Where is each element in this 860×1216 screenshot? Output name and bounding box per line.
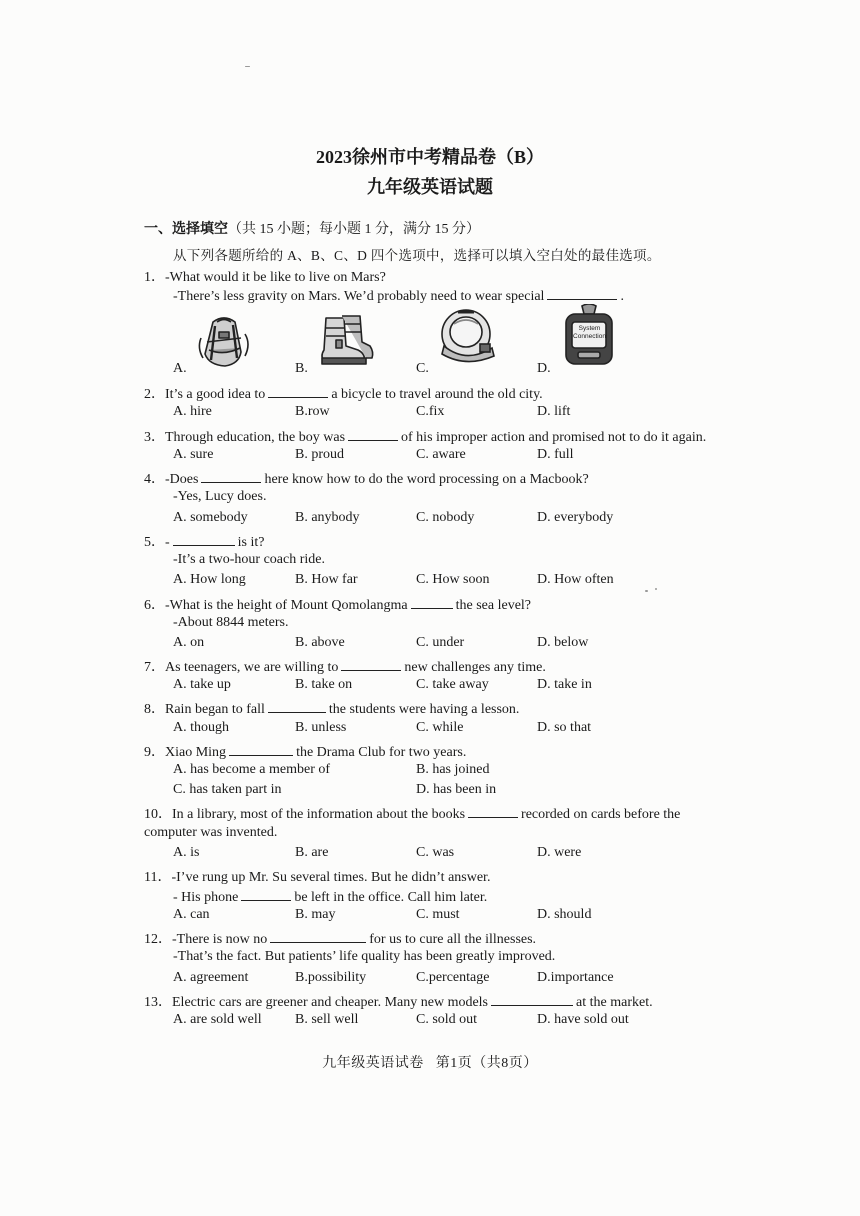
answer-blank[interactable]: [229, 742, 293, 756]
option-d[interactable]: D.importance: [537, 970, 614, 985]
option-d[interactable]: D. were: [537, 845, 582, 860]
page-subtitle: 九年级英语试题: [367, 177, 493, 197]
option-b[interactable]: B. take on: [295, 677, 353, 692]
system-connection-tag-icon[interactable]: [558, 304, 620, 373]
option-c[interactable]: C.percentage: [416, 970, 490, 985]
question-number: 9．: [144, 745, 165, 760]
question-text: -There’s less gravity on Mars. We’d probably need to wear special: [173, 289, 545, 304]
answer-blank[interactable]: [468, 804, 518, 818]
option-c[interactable]: C. while: [416, 720, 464, 735]
option-b[interactable]: B. may: [295, 907, 336, 922]
question-text: recorded on cards before the: [521, 807, 681, 822]
question-text: It’s a good idea to: [165, 387, 266, 402]
option-a[interactable]: A. can: [173, 907, 210, 922]
option-d[interactable]: D. below: [537, 635, 589, 650]
question-text: .: [620, 289, 624, 304]
question-text: of his improper action and promised not to do it again.: [401, 430, 707, 445]
question-text: -It’s a two-hour coach ride.: [173, 552, 325, 567]
answer-blank[interactable]: [491, 992, 573, 1006]
question-number: 10．: [144, 807, 172, 822]
boots-icon[interactable]: [314, 312, 376, 375]
question-text: here know how to do the word processing on a Macbook?: [264, 472, 589, 487]
option-a[interactable]: A. take up: [173, 677, 231, 692]
question-text: a bicycle to travel around the old city.: [331, 387, 543, 402]
answer-blank[interactable]: [547, 286, 617, 300]
option-b[interactable]: B. proud: [295, 447, 344, 462]
option-a[interactable]: A. has become a member of: [173, 762, 331, 777]
tag-label: System Connection: [573, 325, 606, 340]
question-number: 3．: [144, 430, 165, 445]
question-text: -That’s the fact. But patients’ life quality has been greatly improved.: [173, 949, 556, 964]
question-text: -There is now no: [172, 932, 268, 947]
section-instruction: 从下列各题所给的 A、B、C、D 四个选项中，选择可以填入空白处的最佳选项。: [173, 248, 661, 263]
answer-blank[interactable]: [341, 657, 401, 671]
option-b[interactable]: B. has joined: [416, 762, 490, 777]
question-text: -Yes, Lucy does.: [173, 489, 267, 504]
section-heading-note: （共 15 小题；每小题 1 分，满分 15 分）: [228, 222, 480, 237]
answer-blank[interactable]: [411, 595, 453, 609]
footer-page-number: 第1页（共8页）: [435, 1056, 538, 1071]
question-number: 1．: [144, 270, 165, 285]
question-text: Rain began to fall: [165, 702, 265, 717]
question-4: [144, 468, 589, 488]
option-a[interactable]: A. is: [173, 845, 200, 860]
scan-speck: [245, 66, 250, 67]
question-3: [144, 426, 706, 446]
option-a[interactable]: A. How long: [173, 572, 246, 587]
option-a[interactable]: A. though: [173, 720, 229, 735]
question-number: 8．: [144, 702, 165, 717]
option-b[interactable]: B.row: [295, 404, 330, 419]
option-c[interactable]: C. must: [416, 907, 460, 922]
option-c[interactable]: C. under: [416, 635, 465, 650]
question-text: - His phone: [173, 890, 239, 905]
question-7: [144, 656, 546, 676]
question-text: new challenges any time.: [404, 660, 546, 675]
option-b[interactable]: B.possibility: [295, 970, 367, 985]
question-text: the sea level?: [455, 598, 532, 613]
question-10: [144, 803, 680, 823]
option-d[interactable]: D. everybody: [537, 510, 614, 525]
question-text: As teenagers, we are willing to: [165, 660, 339, 675]
option-b[interactable]: B. above: [295, 635, 345, 650]
option-a[interactable]: A. hire: [173, 404, 212, 419]
scan-speck: [655, 588, 657, 590]
option-d[interactable]: D. How often: [537, 572, 614, 587]
answer-blank[interactable]: [173, 532, 235, 546]
question-text: be left in the office. Call him later.: [294, 890, 488, 905]
answer-blank[interactable]: [348, 427, 398, 441]
option-d[interactable]: D.: [537, 361, 551, 376]
answer-blank[interactable]: [241, 887, 291, 901]
answer-blank[interactable]: [268, 384, 328, 398]
option-c[interactable]: C. sold out: [416, 1012, 478, 1027]
option-c[interactable]: C. has taken part in: [173, 782, 282, 797]
question-13: [144, 991, 653, 1011]
page-title: 2023徐州市中考精品卷（B）: [315, 147, 544, 167]
question-text: Xiao Ming: [165, 745, 227, 760]
question-text: the Drama Club for two years.: [296, 745, 467, 760]
option-d[interactable]: D. lift: [537, 404, 571, 419]
question-number: 2．: [144, 387, 165, 402]
option-c[interactable]: C. nobody: [416, 510, 475, 525]
question-text: is it?: [237, 535, 265, 550]
question-text: Through education, the boy was: [165, 430, 346, 445]
section-heading: [144, 218, 480, 238]
answer-blank[interactable]: [201, 469, 261, 483]
answer-blank[interactable]: [268, 699, 326, 713]
question-number: 7．: [144, 660, 165, 675]
option-c[interactable]: C. How soon: [416, 572, 490, 587]
question-text: computer was invented.: [144, 825, 278, 840]
answer-blank[interactable]: [270, 929, 366, 943]
question-12: [144, 928, 536, 948]
question-text: for us to cure all the illnesses.: [369, 932, 537, 947]
option-c[interactable]: C.: [416, 361, 429, 376]
page-footer: [0, 1052, 860, 1072]
footer-paper-name: 九年级英语试卷: [322, 1056, 424, 1071]
question-text: at the market.: [576, 995, 653, 1010]
option-a[interactable]: A. on: [173, 635, 205, 650]
question-number: 5．: [144, 535, 165, 550]
option-d[interactable]: D. should: [537, 907, 592, 922]
option-d[interactable]: D. take in: [537, 677, 592, 692]
scan-speck: [645, 590, 648, 592]
option-a[interactable]: A.: [173, 361, 187, 376]
question-text: -I’ve rung up Mr. Su several times. But he didn’t answer.: [171, 870, 491, 885]
option-b[interactable]: B. unless: [295, 720, 347, 735]
question-text: In a library, most of the information about the books: [172, 807, 466, 822]
question-11-answer-line: [173, 887, 487, 906]
section-heading-title: 一、选择填空: [144, 222, 228, 237]
option-a[interactable]: A. agreement: [173, 970, 249, 985]
option-a[interactable]: A. somebody: [173, 510, 248, 525]
option-c[interactable]: C. was: [416, 845, 455, 860]
question-2: [144, 383, 543, 403]
question-text: the students were having a lesson.: [328, 702, 520, 717]
question-number: 4．: [144, 472, 165, 487]
option-d[interactable]: D. so that: [537, 720, 592, 735]
question-text: Electric cars are greener and cheaper. Many new models: [172, 995, 489, 1010]
question-text: -About 8844 meters.: [173, 615, 289, 630]
question-text: -: [165, 535, 170, 550]
space-helmet-icon[interactable]: [436, 306, 500, 373]
question-number: 12．: [144, 932, 172, 947]
backpack-icon[interactable]: [193, 312, 255, 375]
option-c[interactable]: C. aware: [416, 447, 466, 462]
question-number: 11．: [144, 870, 172, 885]
option-c[interactable]: C. take away: [416, 677, 489, 692]
question-text: -What would it be like to live on Mars?: [165, 270, 386, 285]
question-text: -What is the height of Mount Qomolangma: [165, 598, 408, 613]
question-6: [144, 594, 531, 614]
option-c[interactable]: C.fix: [416, 404, 445, 419]
option-b[interactable]: B. are: [295, 845, 329, 860]
option-a[interactable]: A. are sold well: [173, 1012, 262, 1027]
option-d[interactable]: D. has been in: [416, 782, 497, 797]
question-text: -Does: [165, 472, 199, 487]
question-1-answer-line: [173, 286, 624, 305]
option-d[interactable]: D. full: [537, 447, 574, 462]
question-5: [144, 531, 265, 551]
option-a[interactable]: A. sure: [173, 447, 214, 462]
option-b[interactable]: B. sell well: [295, 1012, 359, 1027]
option-b[interactable]: B. How far: [295, 572, 358, 587]
question-9: [144, 741, 466, 761]
question-number: 13．: [144, 995, 172, 1010]
option-b[interactable]: B.: [295, 361, 308, 376]
option-b[interactable]: B. anybody: [295, 510, 360, 525]
question-1: [144, 266, 386, 286]
option-d[interactable]: D. have sold out: [537, 1012, 629, 1027]
question-number: 6．: [144, 598, 165, 613]
question-8: [144, 698, 519, 718]
question-11: [144, 866, 490, 886]
